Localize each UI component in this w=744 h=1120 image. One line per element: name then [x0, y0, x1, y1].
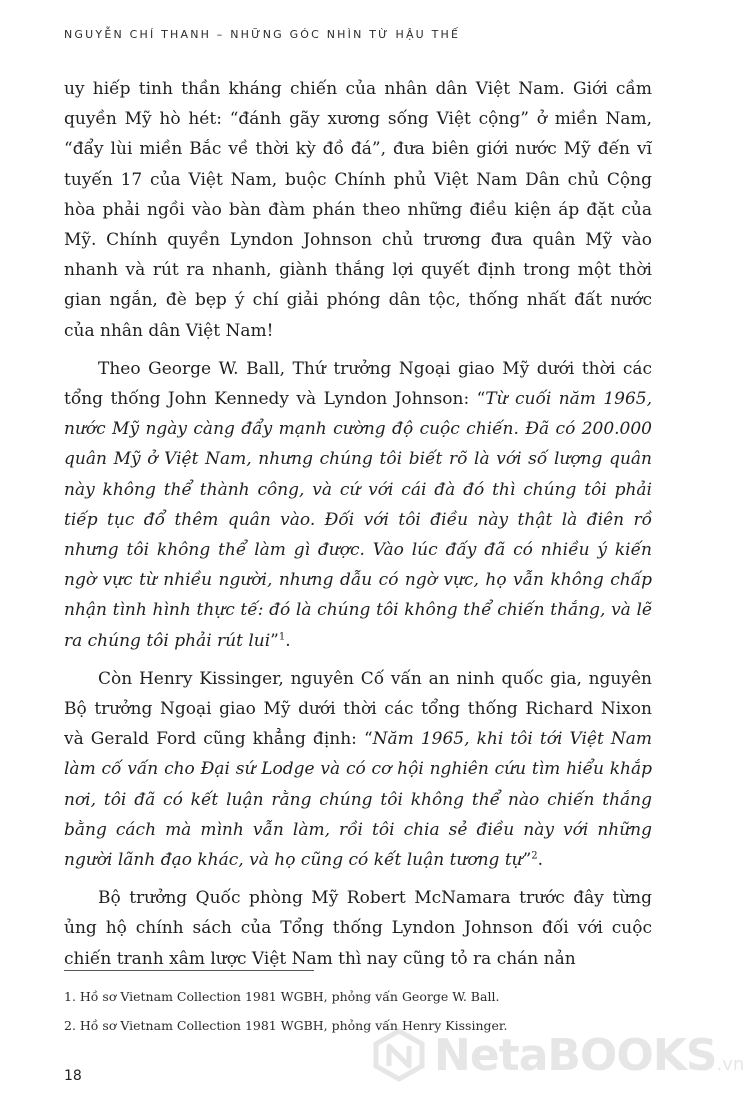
paragraph-2-close: ” [270, 630, 279, 651]
paragraph-2: Theo George W. Ball, Thứ trưởng Ngoại giao Mỹ dưới thời các tổng thống John Kennedy và Lyndon Johnson: “Từ cuối năm 1965, nước Mỹ ngày càng đẩy mạnh cường độ cuộc chiến. Đã có 200.000 quân Mỹ ở Việt Nam, nhưng chúng tôi biết rõ là với số lượng quân này không thể thành công, và cứ với cái đà đó thì chúng tôi phải tiếp tục đổ thêm quân vào. Đối với tôi điều này thật là điên rồ nhưng tôi không thể làm gì được. Vào lúc đấy đã có nhiều ý kiến ngờ vực từ nhiều người, nhưng dẫu có ngờ vực, họ vẫn không chấp nhận tình hình thực tế: đó là chúng tôi không thể chiến thắng, và lẽ ra chúng tôi phải rút lui”$^1$. [64, 358, 652, 651]
paragraph-2-quote: Từ cuối năm 1965, nước Mỹ ngày càng đẩy mạnh cường độ cuộc chiến. Đã có 200.000 quân Mỹ ở Việt Nam, nhưng chúng tôi biết rõ là với số lượng quân này không thể thành công, và cứ với cái đà đó thì chúng tôi phải tiếp tục đổ thêm quân vào. Đối với tôi điều này thật là điên rồ nhưng tôi không thể làm gì được. Vào lúc đấy đã có nhiều ý kiến ngờ vực từ nhiều người, nhưng dẫu có ngờ vực, họ vẫn không chấp nhận tình hình thực tế: đó là chúng tôi không thể chiến thắng, và lẽ ra chúng tôi phải rút lui [64, 389, 652, 651]
paragraph-4: Bộ trưởng Quốc phòng Mỹ Robert McNamara trước đây từng ủng hộ chính sách của Tổng thống Lyndon Johnson đối với cuộc chiến tranh xâm lược Việt Nam thì nay cũng tỏ ra chán nản [64, 888, 652, 969]
paragraph-1: uy hiếp tinh thần kháng chiến của nhân dân Việt Nam. Giới cầm quyền Mỹ hò hét: “đánh gãy xương sống Việt cộng” ở miền Nam, “đẩy lùi miền Bắc về thời kỳ đồ đá”, đưa biên giới nước Mỹ đến vĩ tuyến 17 của Việt Nam, buộc Chính phủ Việt Nam Dân chủ Cộng hòa phải ngồi vào bàn đàm phán theo những điều kiện áp đặt của Mỹ. Chính quyền Lyndon Johnson chủ trương đưa quân Mỹ vào nhanh và rút ra nhanh, giành thắng lợi quyết định trong một thời gian ngắn, đè bẹp ý chí giải phóng dân tộc, thống nhất đất nước của nhân dân Việt Nam! [64, 79, 652, 341]
body-text [64, 74, 652, 982]
netabooks-logo-icon [372, 1028, 426, 1082]
watermark [372, 1028, 744, 1082]
watermark-brand: NetaBOOKS.vn [434, 1029, 744, 1081]
paragraph-3-close: ” [522, 850, 532, 871]
footnote-1: 1. Hồ sơ Vietnam Collection 1981 WGBH, phỏng vấn George W. Ball. [64, 989, 500, 1004]
paragraph-3: Còn Henry Kissinger, nguyên Cố vấn an ninh quốc gia, nguyên Bộ trưởng Ngoại giao Mỹ dưới thời các tổng thống Richard Nixon và Gerald Ford cũng khẳng định: “Năm 1965, khi tôi tới Việt Nam làm cố vấn cho Đại sứ Lodge và có cơ hội nghiên cứu tìm hiểu khắp nơi, tôi đã có kết luận rằng chúng tôi không thể nào chiến thắng bằng cách mà mình vẫn làm, rồi tôi chia sẻ điều này với những người lãnh đạo khác, và họ cũng có kết luận tương tự”$^2$. [64, 668, 652, 871]
paragraph-2-lead: Theo George W. Ball, Thứ trưởng Ngoại giao Mỹ dưới thời các tổng thống John Kennedy và Lyndon Johnson: “ [64, 358, 652, 410]
footnote-divider [64, 970, 314, 971]
paragraph-3-lead: Còn Henry Kissinger, nguyên Cố vấn an ninh quốc gia, nguyên Bộ trưởng Ngoại giao Mỹ dưới thời các tổng thống Richard Nixon và Gerald Ford cũng khẳng định: “ [64, 668, 652, 750]
running-header: NGUYỄN CHÍ THANH – NHỮNG GÓC NHÌN TỪ HẬU THẾ [64, 28, 461, 41]
footnote-2: 2. Hồ sơ Vietnam Collection 1981 WGBH, phỏng vấn Henry Kissinger. [64, 1018, 508, 1033]
footnote-ref-1[interactable]: 1 [278, 631, 286, 642]
paragraph-3-quote: Năm 1965, khi tôi tới Việt Nam làm cố vấn cho Đại sứ Lodge và có cơ hội nghiên cứu tìm hiểu khắp nơi, tôi đã có kết luận rằng chúng tôi không thể nào chiến thắng bằng cách mà mình vẫn làm, rồi tôi chia sẻ điều này với những người lãnh đạo khác, và họ cũng có kết luận tương tự [64, 729, 652, 871]
footnote-ref-2[interactable]: 2 [531, 850, 538, 862]
page-number: 18 [64, 1068, 82, 1084]
